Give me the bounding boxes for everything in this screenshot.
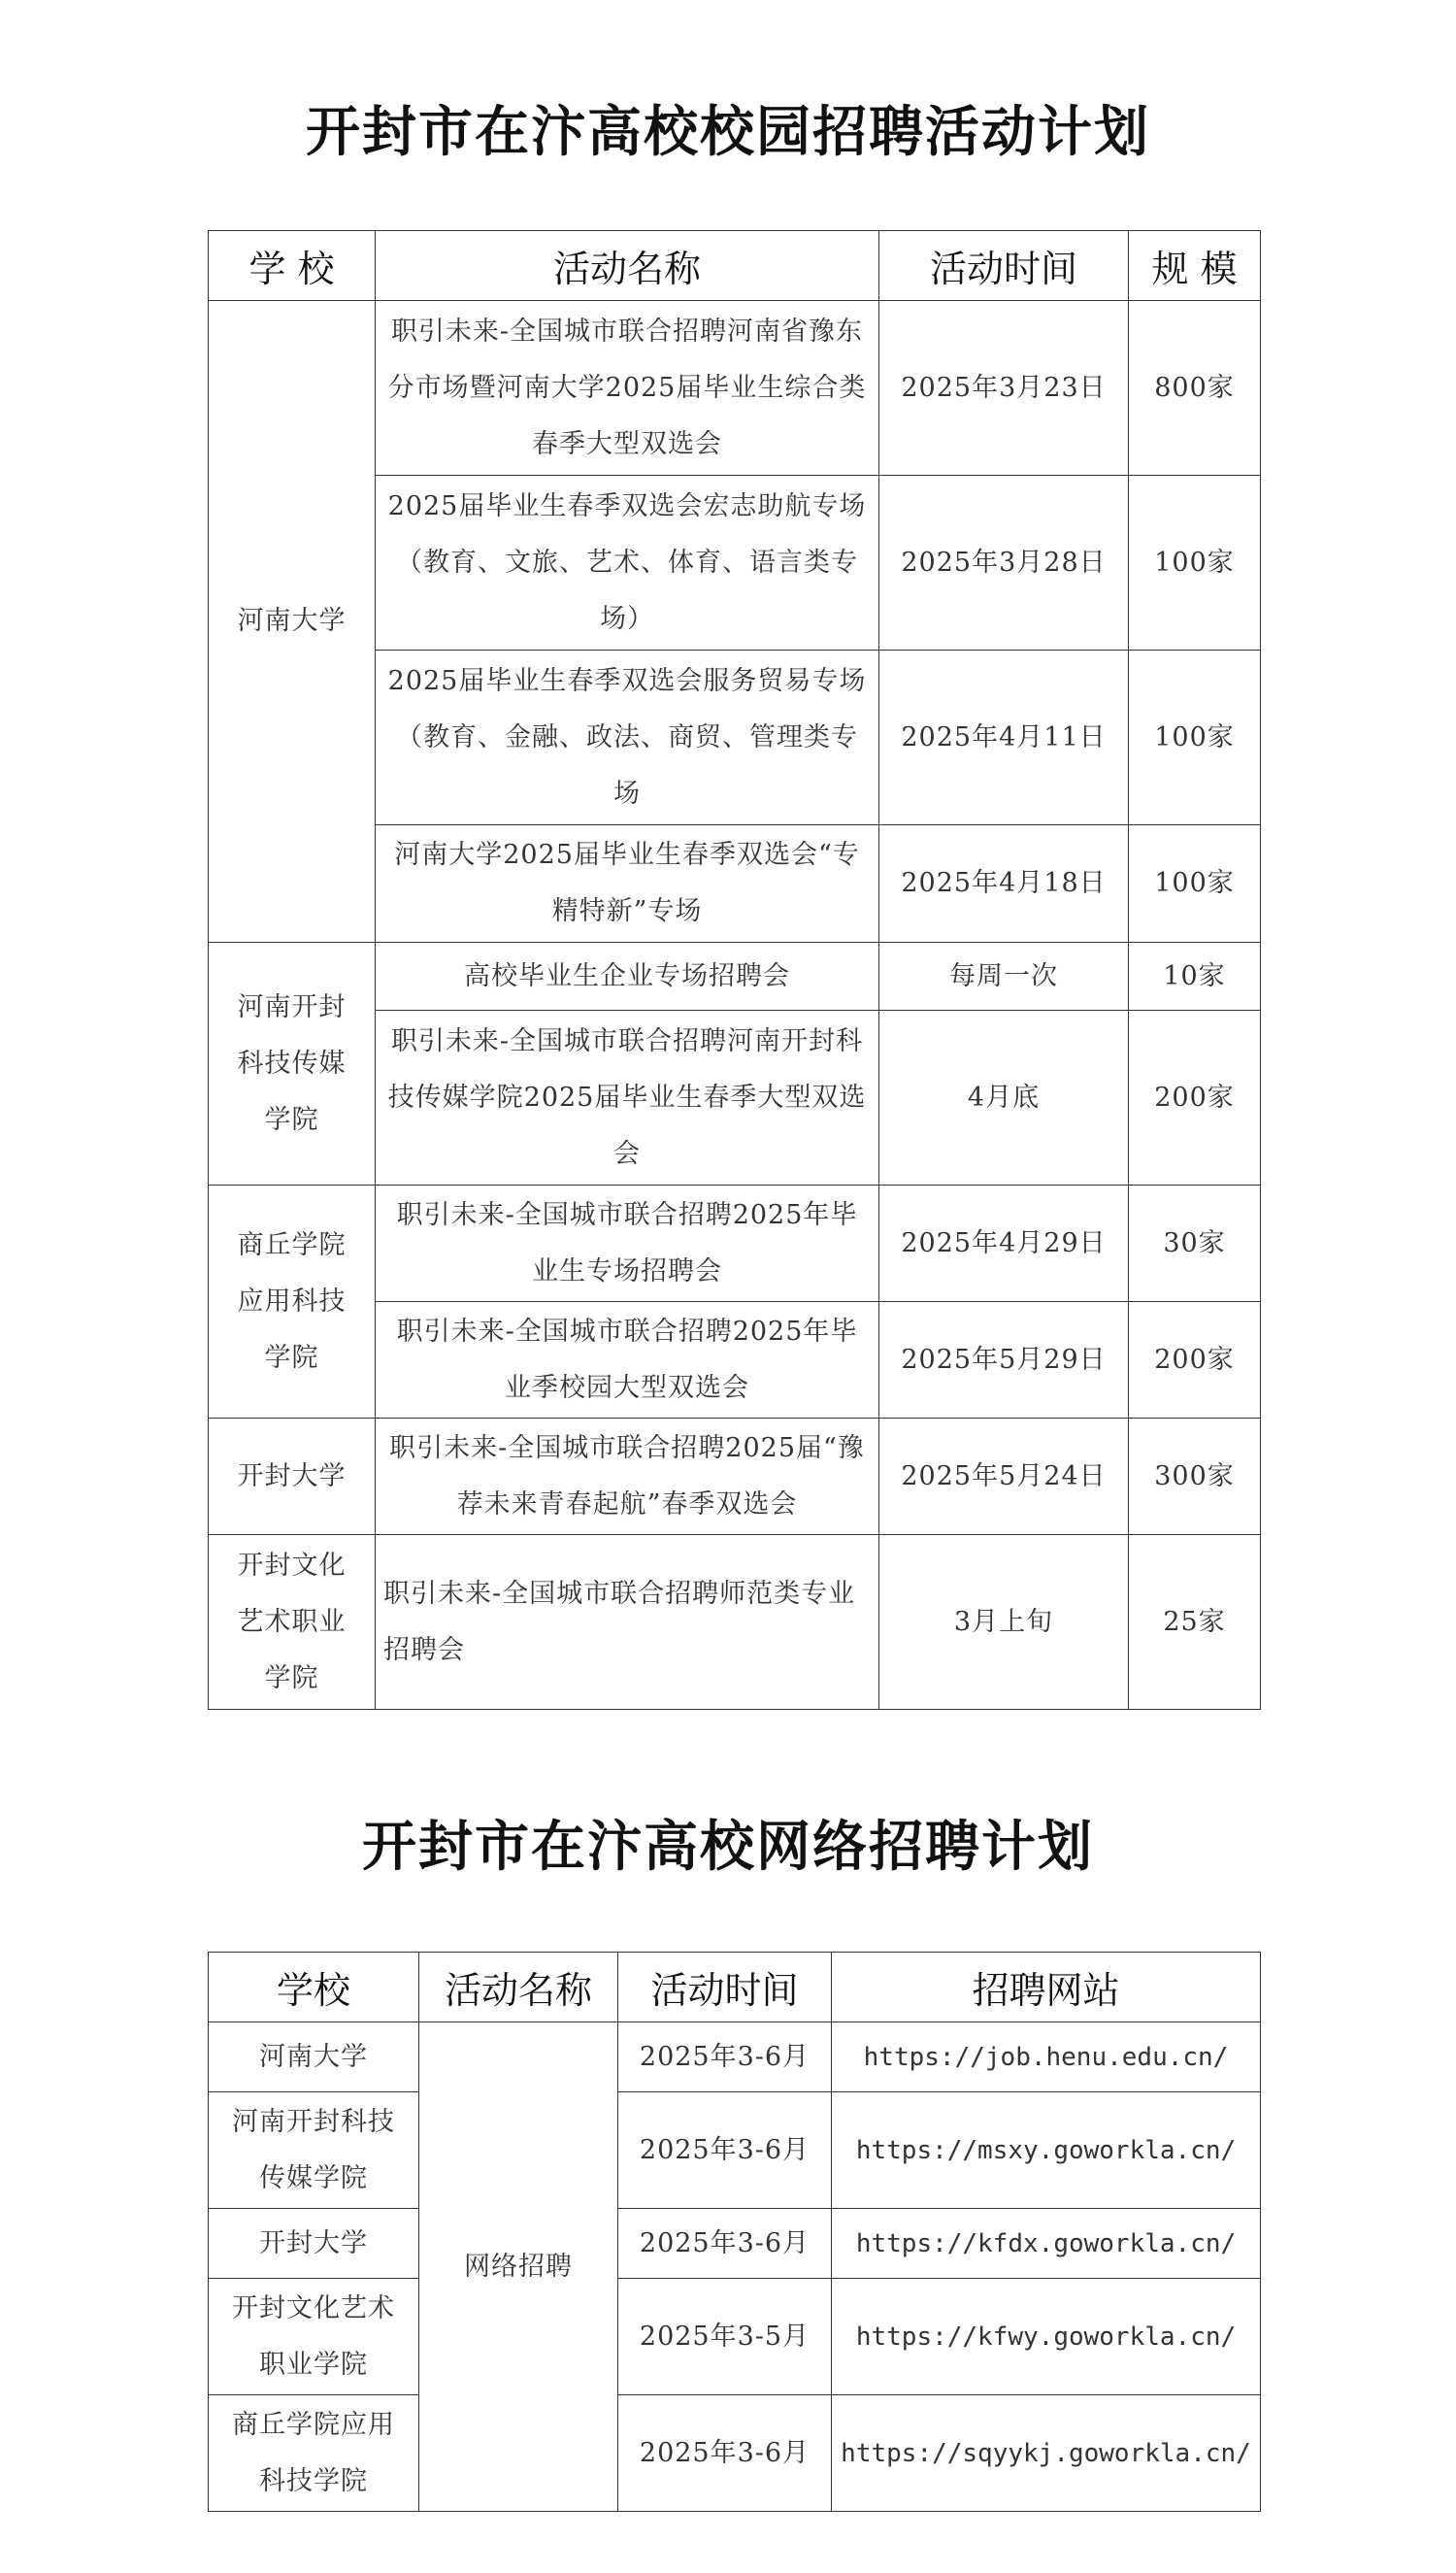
table-row xyxy=(209,2395,1261,2512)
scale-cell: 200家 xyxy=(1129,1302,1261,1419)
activity-name-cell: 职引未来-全国城市联合招聘2025届“豫荐未来青春起航”春季双选会 xyxy=(376,1419,879,1535)
table-header-row xyxy=(209,1953,1261,2022)
header-school: 学 校 xyxy=(209,231,376,301)
activity-time-cell: 2025年3-5月 xyxy=(618,2279,832,2395)
website-link[interactable]: https://kfdx.goworkla.cn/ xyxy=(832,2209,1261,2279)
campus-recruitment-table xyxy=(208,230,1261,1710)
header-website: 招聘网站 xyxy=(832,1953,1261,2022)
scale-cell: 800家 xyxy=(1129,301,1261,476)
header-activity-time: 活动时间 xyxy=(879,231,1129,301)
activity-time-cell: 2025年3-6月 xyxy=(618,2395,832,2512)
website-link[interactable]: https://msxy.goworkla.cn/ xyxy=(832,2092,1261,2209)
school-cell: 开封文化艺术职业学院 xyxy=(209,1535,376,1710)
activity-name-cell: 职引未来-全国城市联合招聘2025年毕业生专场招聘会 xyxy=(376,1186,879,1302)
activity-time-cell: 2025年4月18日 xyxy=(879,825,1129,943)
activity-time-cell: 3月上旬 xyxy=(879,1535,1129,1710)
scale-cell: 300家 xyxy=(1129,1419,1261,1535)
activity-name-cell: 职引未来-全国城市联合招聘师范类专业招聘会 xyxy=(376,1535,879,1710)
campus-plan-title: 开封市在汴高校校园招聘活动计划 xyxy=(306,100,1150,164)
activity-time-cell: 2025年3-6月 xyxy=(618,2209,832,2279)
activity-name-cell: 职引未来-全国城市联合招聘河南省豫东分市场暨河南大学2025届毕业生综合类春季大型双选会 xyxy=(376,301,879,476)
scale-cell: 100家 xyxy=(1129,825,1261,943)
table-row xyxy=(209,943,1261,1011)
scale-cell: 30家 xyxy=(1129,1186,1261,1302)
website-link[interactable]: https://kfwy.goworkla.cn/ xyxy=(832,2279,1261,2395)
table-header-row xyxy=(209,231,1261,301)
scale-cell: 200家 xyxy=(1129,1011,1261,1186)
activity-time-cell: 2025年4月29日 xyxy=(879,1186,1129,1302)
table-row xyxy=(209,301,1261,476)
school-cell: 河南开封科技传媒学院 xyxy=(209,943,376,1186)
activity-time-cell: 2025年3-6月 xyxy=(618,2022,832,2092)
school-cell: 河南大学 xyxy=(209,2022,419,2092)
table-row xyxy=(209,2092,1261,2209)
school-cell: 河南开封科技传媒学院 xyxy=(209,2092,419,2209)
online-recruitment-table xyxy=(208,1952,1261,2512)
table-row xyxy=(209,1186,1261,1302)
activity-time-cell: 2025年5月24日 xyxy=(879,1419,1129,1535)
activity-name-cell: 职引未来-全国城市联合招聘2025年毕业季校园大型双选会 xyxy=(376,1302,879,1419)
scale-cell: 100家 xyxy=(1129,651,1261,825)
school-cell: 开封文化艺术职业学院 xyxy=(209,2279,419,2395)
table-row xyxy=(209,2209,1261,2279)
activity-name-cell: 职引未来-全国城市联合招聘河南开封科技传媒学院2025届毕业生春季大型双选会 xyxy=(376,1011,879,1186)
scale-cell: 100家 xyxy=(1129,476,1261,651)
activity-name-cell: 河南大学2025届毕业生春季双选会“专精特新”专场 xyxy=(376,825,879,943)
school-cell: 河南大学 xyxy=(209,301,376,943)
header-activity-name: 活动名称 xyxy=(376,231,879,301)
table-row xyxy=(209,2279,1261,2395)
activity-name-cell: 2025届毕业生春季双选会宏志助航专场（教育、文旅、艺术、体育、语言类专场） xyxy=(376,476,879,651)
activity-time-cell: 2025年5月29日 xyxy=(879,1302,1129,1419)
header-school: 学校 xyxy=(209,1953,419,2022)
activity-name-cell: 2025届毕业生春季双选会服务贸易专场（教育、金融、政法、商贸、管理类专场 xyxy=(376,651,879,825)
scale-cell: 25家 xyxy=(1129,1535,1261,1710)
table-row xyxy=(209,1535,1261,1710)
activity-time-cell: 4月底 xyxy=(879,1011,1129,1186)
activity-time-cell: 每周一次 xyxy=(879,943,1129,1011)
table-row xyxy=(209,1419,1261,1535)
scale-cell: 10家 xyxy=(1129,943,1261,1011)
activity-time-cell: 2025年3-6月 xyxy=(618,2092,832,2209)
activity-time-cell: 2025年3月28日 xyxy=(879,476,1129,651)
website-link[interactable]: https://job.henu.edu.cn/ xyxy=(832,2022,1261,2092)
activity-name-cell: 网络招聘 xyxy=(419,2022,618,2512)
header-activity-name: 活动名称 xyxy=(419,1953,618,2022)
header-scale: 规 模 xyxy=(1129,231,1261,301)
school-cell: 开封大学 xyxy=(209,2209,419,2279)
activity-time-cell: 2025年4月11日 xyxy=(879,651,1129,825)
table-row xyxy=(209,2022,1261,2092)
school-cell: 开封大学 xyxy=(209,1419,376,1535)
school-cell: 商丘学院应用科技学院 xyxy=(209,1186,376,1419)
activity-time-cell: 2025年3月23日 xyxy=(879,301,1129,476)
school-cell: 商丘学院应用科技学院 xyxy=(209,2395,419,2512)
header-activity-time: 活动时间 xyxy=(618,1953,832,2022)
online-plan-title: 开封市在汴高校网络招聘计划 xyxy=(362,1815,1094,1879)
activity-name-cell: 高校毕业生企业专场招聘会 xyxy=(376,943,879,1011)
website-link[interactable]: https://sqyykj.goworkla.cn/ xyxy=(832,2395,1261,2512)
